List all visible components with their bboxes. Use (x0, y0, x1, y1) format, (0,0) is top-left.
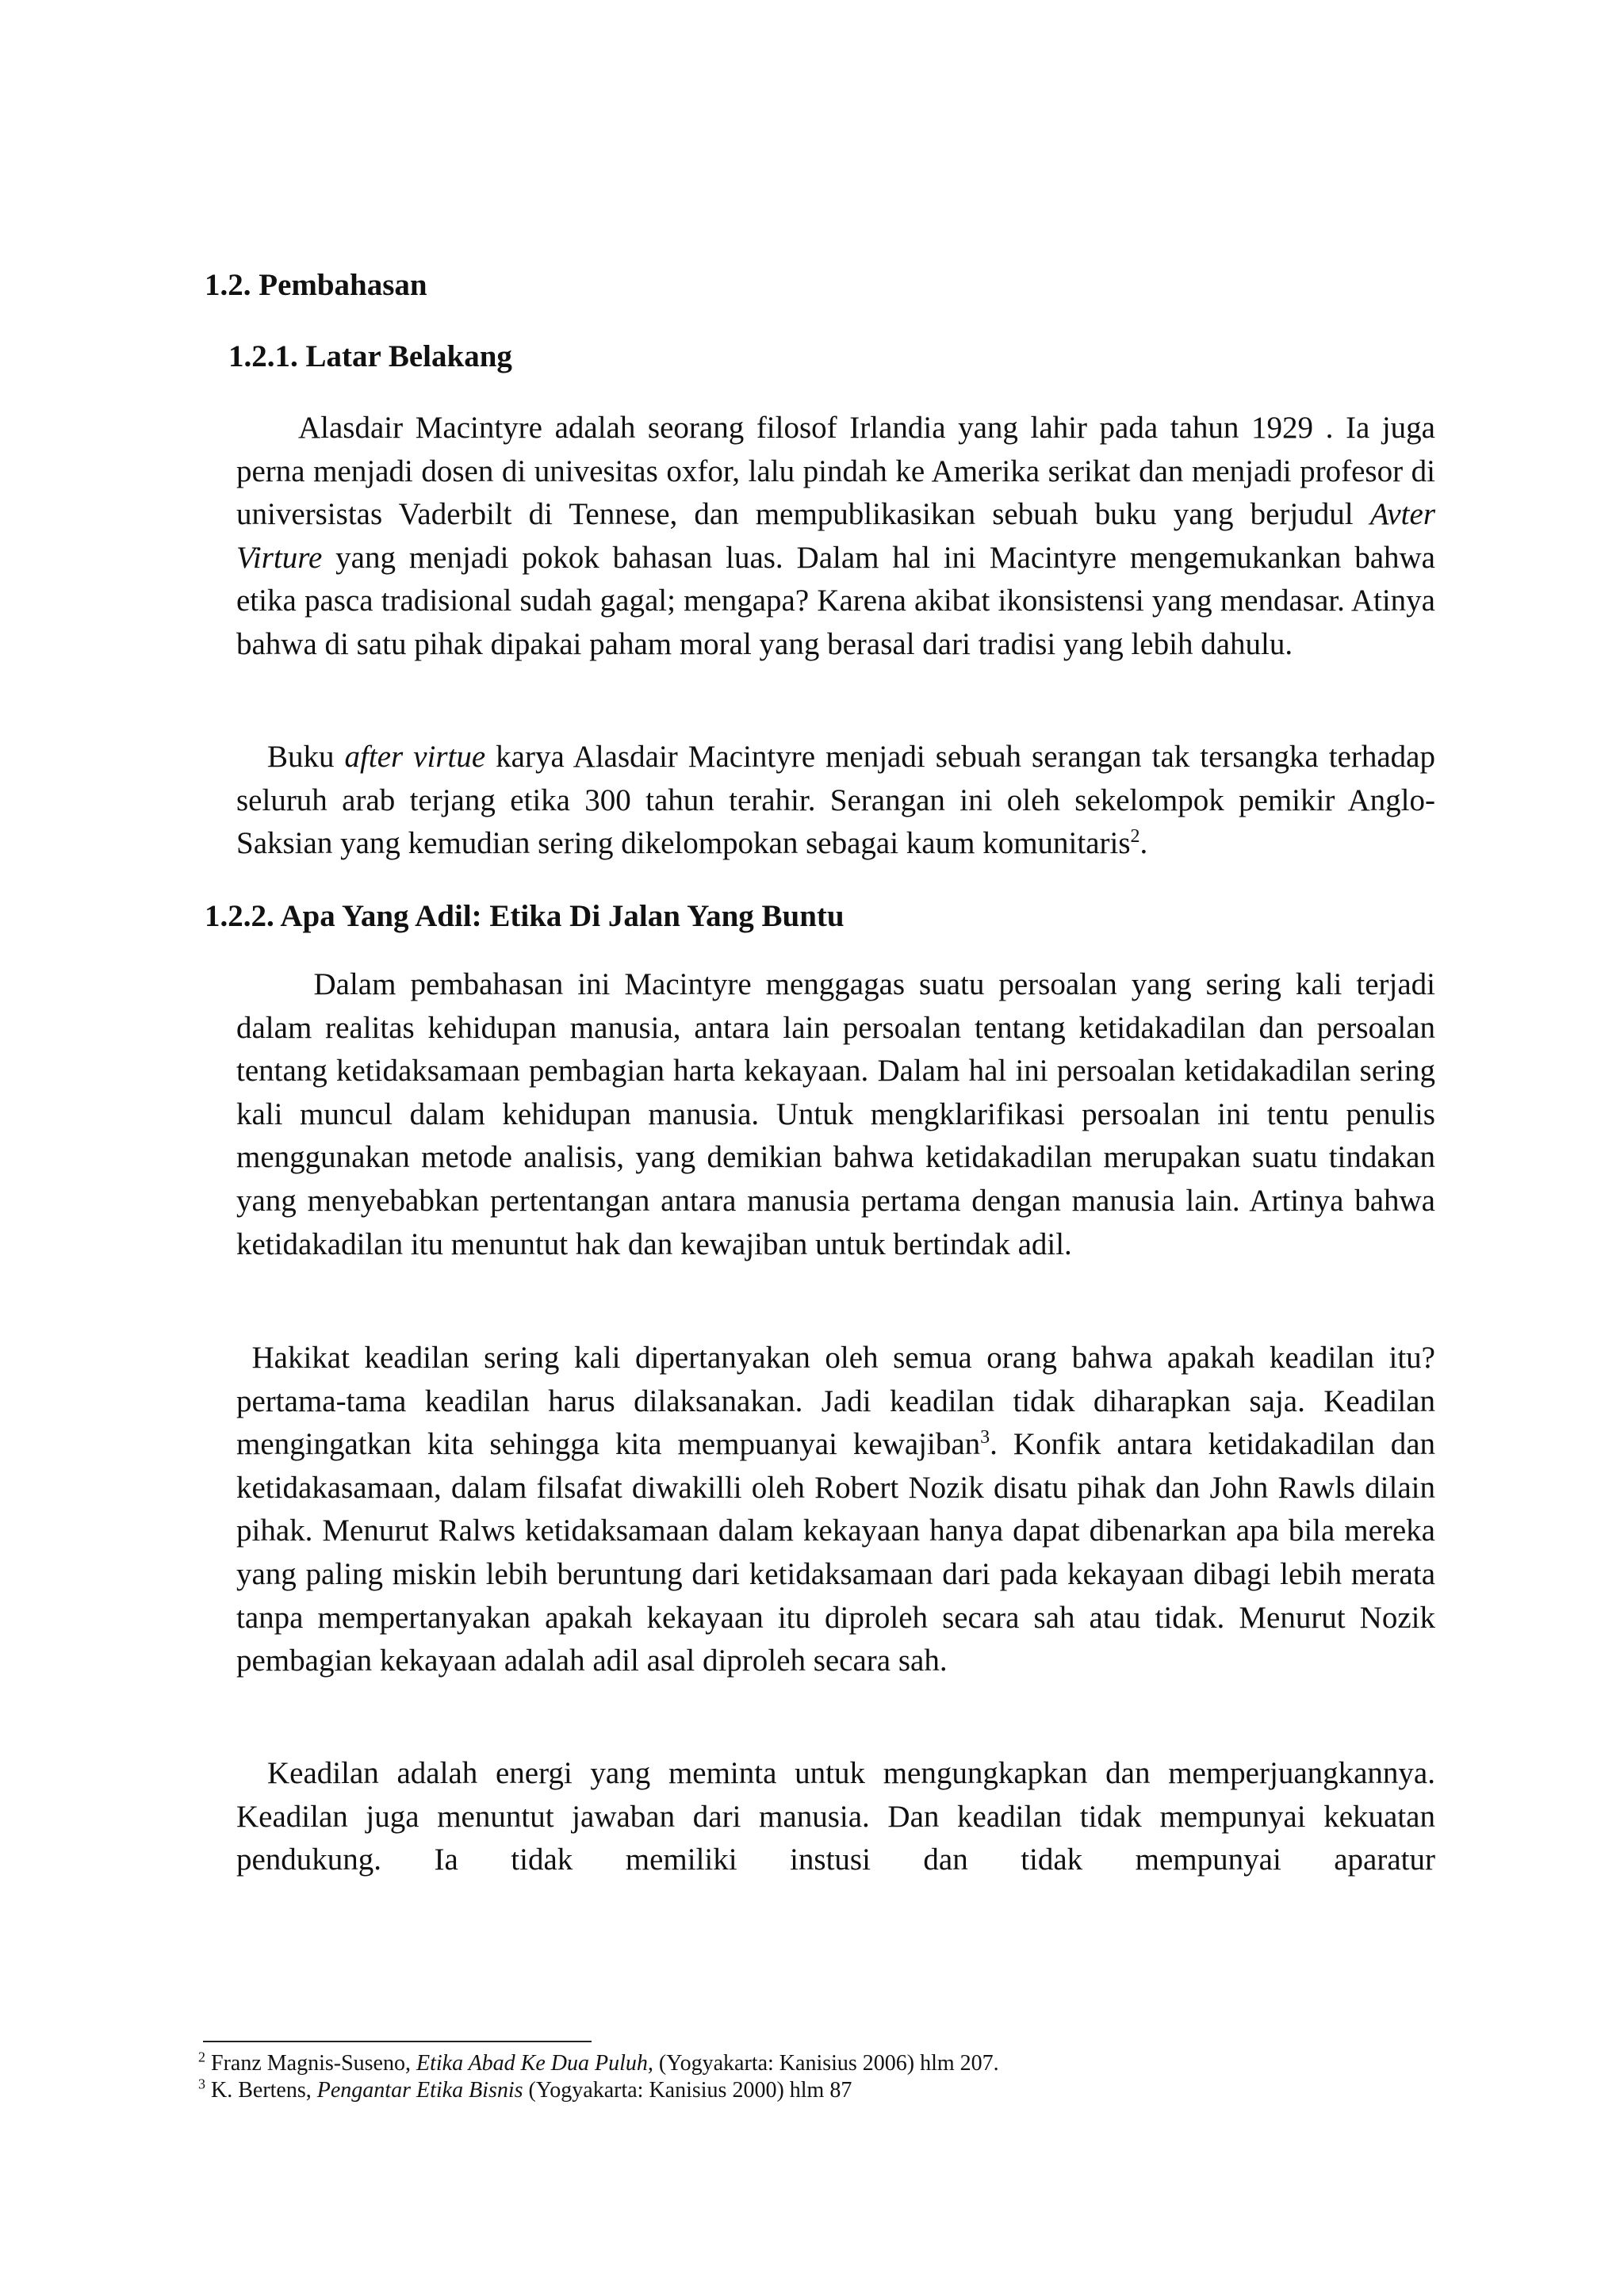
paragraph-2-text-cont: karya Alasdair Macintyre menjadi sebuah serangan tak tersangka terhadap seluruh arab terjang etika 300 tahun terahir. Serangan ini oleh sekelompok pemikir Anglo-Saksian yang kemudian sering dikelompokan sebagai kaum komunitaris (236, 740, 1435, 861)
footnote-2 (198, 2050, 999, 2077)
paragraph-2-text: Buku (267, 740, 345, 774)
footnote-text-cont: (Yogyakarta: Kanisius 2000) hlm 87 (523, 2078, 852, 2103)
paragraph-4-text: Hakikat keadilan sering kali dipertanyakan oleh semua orang bahwa apakah keadilan itu? pertama-tama keadilan harus dilaksanakan. Jadi keadilan tidak diharapkan saja. Keadilan mengingatkan kita sehingga kita mempuanyai kewajiban (236, 1341, 1435, 1462)
footnote-number: 3 (198, 2076, 205, 2092)
text-indent (236, 411, 298, 445)
text-indent (236, 740, 267, 774)
paragraph-4-text-cont: . Konfik antara ketidakadilan dan ketidakasamaan, dalam filsafat diwakilli oleh Robert Nozik disatu pihak dan John Rawls dilain pihak. Menurut Ralws ketidaksamaan dalam kekayaan hanya dapat dibenarkan apa bila mereka yang paling miskin lebih beruntung dari ketidaksamaan dari pada kekayaan dibagi lebih merata tanpa mempertanyakan apakah kekayaan itu diproleh secara sah atau tidak. Menurut Nozik pembagian kekayaan adalah adil asal diproleh secara sah. (236, 1427, 1435, 1678)
paragraph-3 (236, 963, 1435, 1266)
footnote-book-title: Pengantar Etika Bisnis (316, 2078, 523, 2103)
footnote-number: 2 (198, 2049, 205, 2065)
text-indent (236, 1756, 267, 1790)
footnote-text-cont: (Yogyakarta: Kanisius 2006) hlm 207. (653, 2051, 999, 2076)
section-heading: 1.2. Pembahasan (205, 268, 427, 302)
footnote-ref-3[interactable]: 3 (980, 1427, 990, 1448)
paragraph-5-text: Keadilan adalah energi yang meminta untuk mengungkapkan dan memperjuangkannya. Keadilan juga menuntut jawaban dari manusia. Dan keadilan tidak mempunyai kekuatan pendukung. Ia tidak memiliki instusi dan tidak mempunyai aparatur (236, 1756, 1435, 1877)
paragraph-1-text-cont: yang menjadi pokok bahasan luas. Dalam hal ini Macintyre mengemukankan bahwa etika pasca tradisional sudah gagal; mengapa? Karena akibat ikonsistensi yang mendasar. Atinya bahwa di satu pihak dipakai paham moral yang berasal dari tradisi yang lebih dahulu. (236, 540, 1435, 661)
paragraph-4 (236, 1337, 1435, 1683)
footnote-text: K. Bertens, (205, 2078, 317, 2103)
text-indent (236, 1341, 252, 1375)
subsection-heading-apa-yang-adil: 1.2.2. Apa Yang Adil: Etika Di Jalan Yang Buntu (205, 899, 845, 933)
footnote-ref-2[interactable]: 2 (1130, 826, 1140, 848)
paragraph-1 (236, 407, 1435, 667)
footnote-text: Franz Magnis-Suseno, (205, 2051, 416, 2076)
book-title-italic: after virtue (344, 740, 486, 774)
footnote-book-title: Etika Abad Ke Dua Puluh, (416, 2051, 653, 2076)
book-title-italic: Avter Virture (236, 497, 1435, 575)
footnote-3 (198, 2077, 852, 2104)
paragraph-1-text: Alasdair Macintyre adalah seorang filosof Irlandia yang lahir pada tahun 1929 . Ia juga perna menjadi dosen di univesitas oxfor, lalu pindah ke Amerika serikat dan menjadi profesor di universistas Vaderbilt di Tennese, dan mempublikasikan sebuah buku yang berjudul (236, 411, 1435, 532)
paragraph-5 (236, 1752, 1435, 1882)
paragraph-3-text: Dalam pembahasan ini Macintyre menggagas suatu persoalan yang sering kali terjadi dalam realitas kehidupan manusia, antara lain persoalan tentang ketidakadilan dan persoalan tentang ketidaksamaan pembagian harta kekayaan. Dalam hal ini persoalan ketidakadilan sering kali muncul dalam kehidupan manusia. Untuk mengklarifikasi persoalan ini tentu penulis menggunakan metode analisis, yang demikian bahwa ketidakadilan merupakan suatu tindakan yang menyebabkan pertentangan antara manusia pertama dengan manusia lain. Artinya bahwa ketidakadilan itu menuntut hak dan kewajiban untuk bertindak adil. (236, 967, 1435, 1261)
paragraph-2 (236, 736, 1435, 866)
paragraph-2-end: . (1139, 826, 1148, 861)
subsection-heading-latar-belakang: 1.2.1. Latar Belakang (228, 339, 512, 373)
footnote-separator (203, 2041, 592, 2042)
text-indent (236, 967, 314, 1001)
